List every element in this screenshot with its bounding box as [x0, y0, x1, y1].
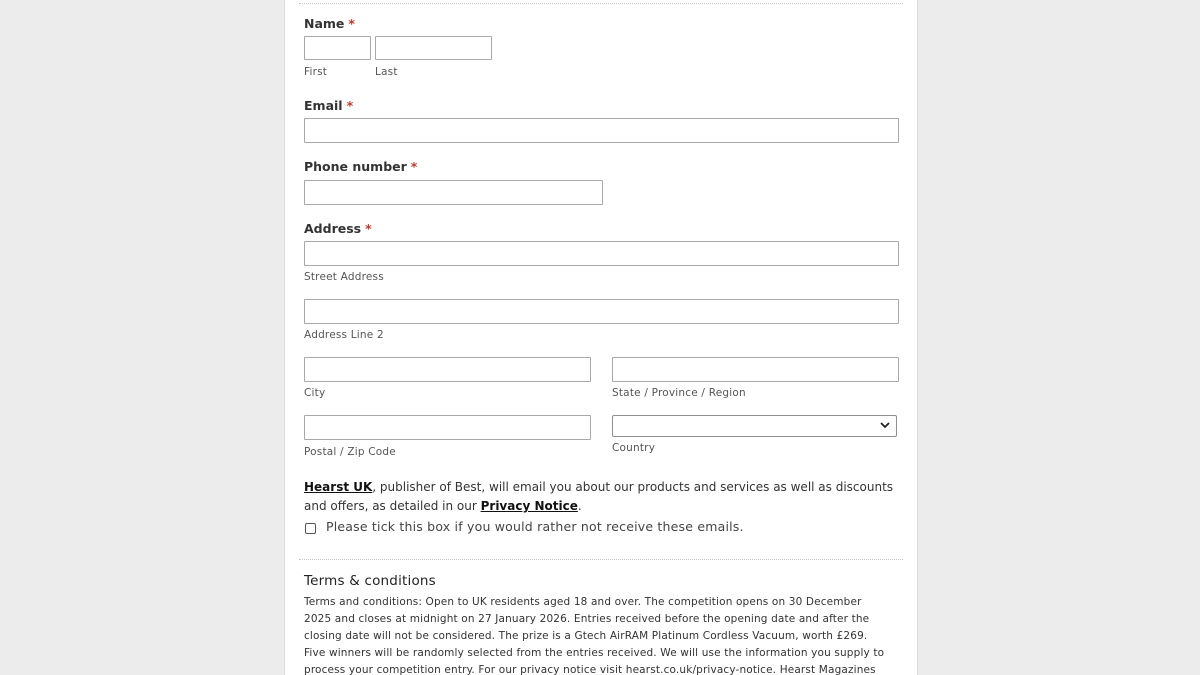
- postal-code-sublabel: Postal / Zip Code: [304, 446, 396, 458]
- postal-code-input[interactable]: [304, 415, 591, 440]
- opt-out-label: Please tick this box if you would rather not receive these emails.: [326, 519, 744, 534]
- last-name-sublabel: Last: [375, 66, 398, 78]
- top-divider: [299, 3, 903, 4]
- street-address-input[interactable]: [304, 241, 899, 266]
- email-label-text: Email: [304, 98, 343, 113]
- email-input[interactable]: [304, 118, 899, 143]
- consent-body: , publisher of Best, will email you about our products and services as well as discounts and offers, as detailed in our: [304, 480, 894, 513]
- phone-label-text: Phone number: [304, 159, 407, 174]
- required-mark: *: [346, 98, 354, 113]
- phone-label: [304, 159, 417, 174]
- chevron-down-icon: [879, 419, 891, 431]
- phone-input[interactable]: [304, 180, 603, 205]
- address-label-text: Address: [304, 221, 362, 236]
- terms-title: Terms & conditions: [304, 573, 436, 589]
- first-name-input[interactable]: [304, 36, 371, 60]
- privacy-notice-link[interactable]: Privacy Notice: [480, 499, 578, 513]
- country-select[interactable]: [612, 415, 897, 437]
- state-sublabel: State / Province / Region: [612, 387, 746, 399]
- required-mark: *: [348, 16, 355, 31]
- terms-body: Terms and conditions: Open to UK residents aged 18 and over. The competition opens on 30 December 2025 and closes at midnight on 27 January 2026. Entries received before the opening date and after the closing date will not be considered. The prize is a Gtech AirRAM Platinum Cordless Vacuum, worth £269. Five winners will be randomly selected from the entries received. We will use the information you supply to process your competition entry. For our privacy notice visit hearst.co.uk/privacy-notice. Hearst Magazines: [304, 596, 885, 675]
- name-label-text: Name: [304, 16, 345, 31]
- state-input[interactable]: [612, 357, 899, 382]
- form-panel: [284, 0, 918, 675]
- consent-end: .: [577, 499, 582, 513]
- consent-text: [304, 478, 900, 516]
- required-mark: *: [410, 159, 418, 174]
- opt-out-checkbox[interactable]: [305, 523, 316, 534]
- required-mark: *: [365, 221, 372, 236]
- city-sublabel: City: [304, 387, 326, 399]
- first-name-sublabel: First: [304, 66, 328, 78]
- country-sublabel: Country: [612, 442, 656, 454]
- city-input[interactable]: [304, 357, 591, 382]
- last-name-input[interactable]: [375, 36, 492, 60]
- address-line2-input[interactable]: [304, 299, 899, 324]
- address-label: [304, 221, 372, 236]
- name-label: [304, 16, 355, 31]
- terms-divider: [299, 559, 903, 560]
- address-line2-sublabel: Address Line 2: [304, 329, 384, 341]
- email-label: [304, 98, 353, 113]
- hearst-uk-link[interactable]: Hearst UK: [304, 480, 373, 494]
- street-address-sublabel: Street Address: [304, 271, 384, 283]
